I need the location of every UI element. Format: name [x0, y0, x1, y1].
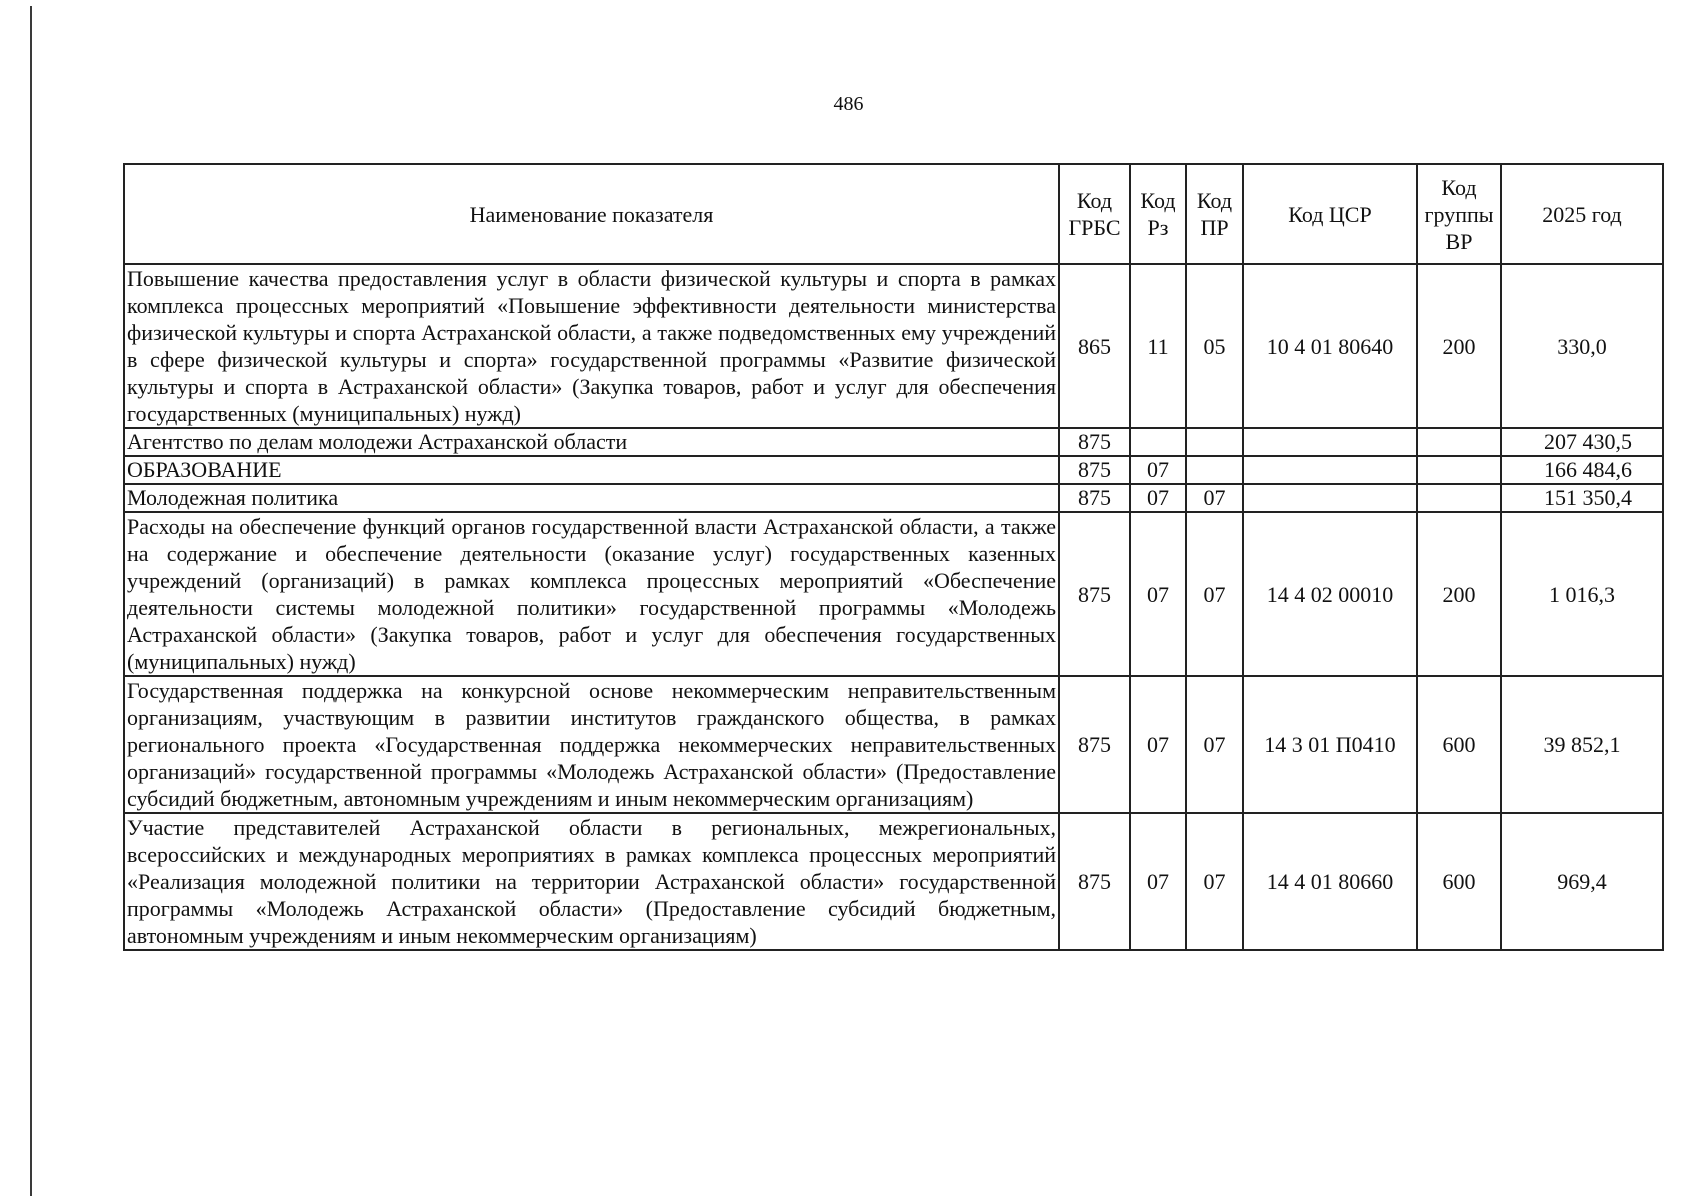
row-csr: 14 4 02 00010: [1243, 512, 1417, 676]
page-number: 486: [833, 93, 864, 115]
row-grbs: 875: [1059, 512, 1130, 676]
row-pr: 07: [1186, 813, 1243, 950]
table-row: [124, 264, 1663, 428]
budget-table: [123, 163, 1664, 951]
row-name: Повышение качества предоставления услуг в области физической культуры и спорта в рамках комплекса процессных мероприятий «Повышение эффективности деятельности министерства физической культуры и спорта Астраханской области, а также подведомственных ему учреждений в сфере физической культуры и спорта» государственной программы «Развитие физической культуры и спорта в Астраханской области» (Закупка товаров, работ и услуг для обеспечения государственных (муниципальных) нужд): [124, 264, 1059, 428]
header-year: 2025 год: [1501, 164, 1663, 264]
row-rz: 11: [1130, 264, 1186, 428]
row-rz: [1130, 428, 1186, 456]
row-rz: 07: [1130, 456, 1186, 484]
header-grbs: Код ГРБС: [1059, 164, 1130, 264]
row-vr: 600: [1417, 676, 1501, 813]
row-vr: [1417, 428, 1501, 456]
table-row: [124, 512, 1663, 676]
row-csr: 10 4 01 80640: [1243, 264, 1417, 428]
row-name: Государственная поддержка на конкурсной основе некоммерческим неправительственным организациям, участвующим в развитии институтов гражданского общества, в рамках регионального проекта «Государственная поддержка некоммерческих неправительственных организаций» государственной программы «Молодежь Астраханской области» (Предоставление субсидий бюджетным, автономным учреждениям и иным некоммерческим организациям): [124, 676, 1059, 813]
header-csr: Код ЦСР: [1243, 164, 1417, 264]
table-row: [124, 813, 1663, 950]
row-amount: 207 430,5: [1501, 428, 1663, 456]
row-rz: 07: [1130, 512, 1186, 676]
row-name: Молодежная политика: [124, 484, 1059, 512]
row-pr: [1186, 456, 1243, 484]
scan-edge-line: [30, 6, 32, 1196]
table-row: [124, 676, 1663, 813]
row-grbs: 875: [1059, 428, 1130, 456]
row-vr: 600: [1417, 813, 1501, 950]
row-rz: 07: [1130, 676, 1186, 813]
header-pr: Код ПР: [1186, 164, 1243, 264]
row-amount: 330,0: [1501, 264, 1663, 428]
header-row: [124, 164, 1663, 264]
header-name: Наименование показателя: [124, 164, 1059, 264]
row-rz: 07: [1130, 484, 1186, 512]
header-rz: Код Рз: [1130, 164, 1186, 264]
row-grbs: 875: [1059, 676, 1130, 813]
row-csr: 14 3 01 П0410: [1243, 676, 1417, 813]
row-pr: 07: [1186, 484, 1243, 512]
row-csr: [1243, 484, 1417, 512]
row-csr: [1243, 428, 1417, 456]
row-pr: [1186, 428, 1243, 456]
row-name: ОБРАЗОВАНИЕ: [124, 456, 1059, 484]
row-vr: 200: [1417, 512, 1501, 676]
row-amount: 1 016,3: [1501, 512, 1663, 676]
header-vr: Код группы ВР: [1417, 164, 1501, 264]
table-row: [124, 428, 1663, 456]
table-row: [124, 456, 1663, 484]
row-grbs: 875: [1059, 813, 1130, 950]
row-name: Расходы на обеспечение функций органов государственной власти Астраханской области, а также на содержание и обеспечение деятельности (оказание услуг) государственных казенных учреждений (организаций) в рамках комплекса процессных мероприятий «Обеспечение деятельности системы молодежной политики» государственной программы «Молодежь Астраханской области» (Закупка товаров, работ и услуг для обеспечения государственных (муниципальных) нужд): [124, 512, 1059, 676]
row-vr: [1417, 456, 1501, 484]
row-amount: 151 350,4: [1501, 484, 1663, 512]
row-amount: 969,4: [1501, 813, 1663, 950]
row-csr: [1243, 456, 1417, 484]
row-name: Участие представителей Астраханской области в региональных, межрегиональных, всероссийских и международных мероприятиях в рамках комплекса процессных мероприятий «Реализация молодежной политики на территории Астраханской области» государственной программы «Молодежь Астраханской области» (Предоставление субсидий бюджетным, автономным учреждениям и иным некоммерческим организациям): [124, 813, 1059, 950]
row-grbs: 875: [1059, 456, 1130, 484]
row-vr: [1417, 484, 1501, 512]
row-pr: 07: [1186, 512, 1243, 676]
row-grbs: 865: [1059, 264, 1130, 428]
row-pr: 07: [1186, 676, 1243, 813]
row-pr: 05: [1186, 264, 1243, 428]
row-grbs: 875: [1059, 484, 1130, 512]
row-vr: 200: [1417, 264, 1501, 428]
row-name: Агентство по делам молодежи Астраханской области: [124, 428, 1059, 456]
row-rz: 07: [1130, 813, 1186, 950]
row-amount: 166 484,6: [1501, 456, 1663, 484]
row-csr: 14 4 01 80660: [1243, 813, 1417, 950]
table-row: [124, 484, 1663, 512]
row-amount: 39 852,1: [1501, 676, 1663, 813]
